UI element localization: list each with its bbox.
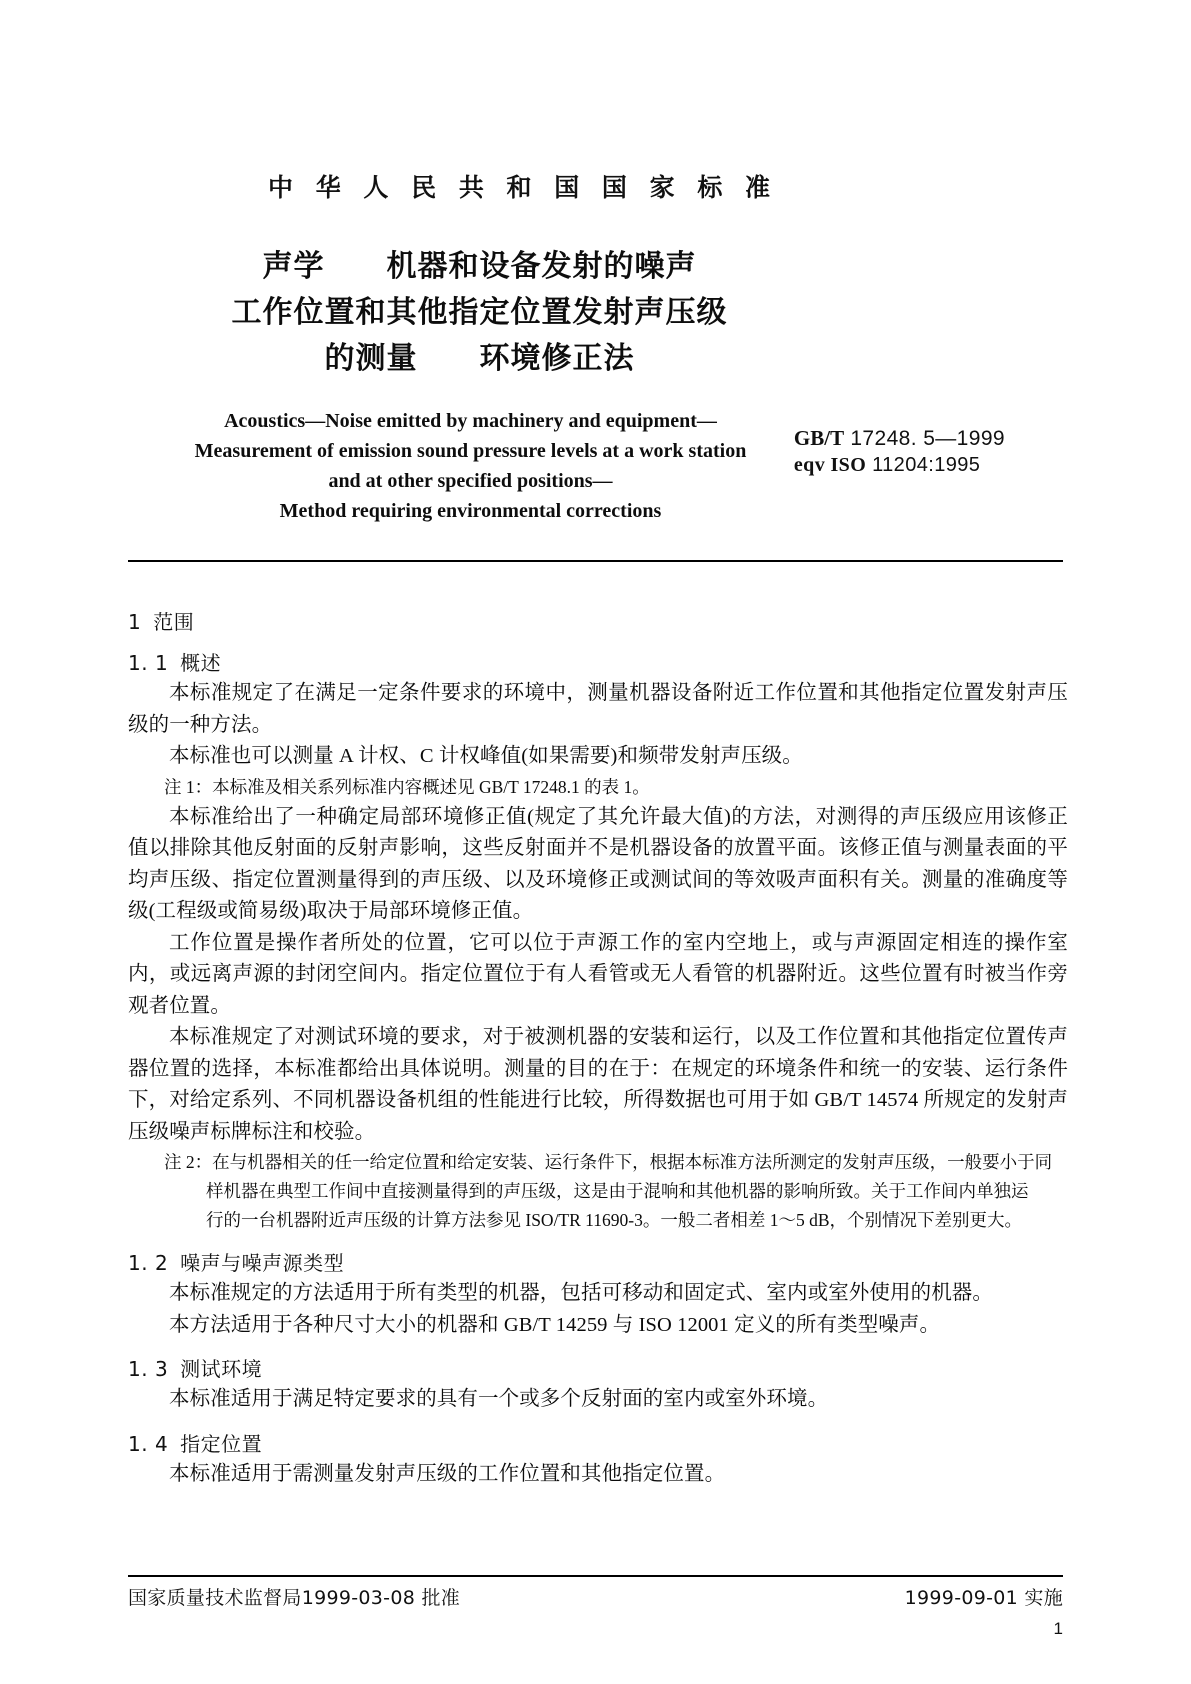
chinese-title-line-1: 声学 机器和设备发射的噪声 bbox=[262, 249, 697, 284]
paragraph-5: 本标准规定了对测试环境的要求，对于被测机器的安装和运行，以及工作位置和其他指定位置传声器位置的选择，本标准都给出具体说明。测量的目的在于：在规定的环境条件和统一的安装、运行条件下，对给定系列、不同机器设备机组的性能进行比较，所得数据也可用于如 GB/T 14574 所规定的发射声压级噪声标牌标注和校验。 bbox=[128, 1026, 1068, 1143]
english-title-line-2: Measurement of emission sound pressure levels at a work station bbox=[194, 440, 747, 462]
note-2-line-1: 注 2：在与机器相关的任一给定位置和给定安装、运行条件下，根据本标准方法所测定的发射声压级，一般要小于同 bbox=[164, 1152, 1053, 1172]
header-divider bbox=[128, 560, 1063, 562]
paragraph-9: 本标准适用于需测量发射声压级的工作位置和其他指定位置。 bbox=[169, 1462, 726, 1485]
section-1-3-number: 1. 3 bbox=[128, 1357, 169, 1381]
approval-text: 国家质量技术监督局1999-03-08 批准 bbox=[128, 1587, 461, 1609]
paragraph-1: 本标准规定了在满足一定条件要求的环境中，测量机器设备附近工作位置和其他指定位置发射声压级的一种方法。 bbox=[128, 682, 1068, 736]
equivalent-standard-row bbox=[794, 453, 1005, 477]
english-title-line-3: and at other specified positions— bbox=[328, 470, 613, 492]
chinese-title-line-3: 的测量 环境修正法 bbox=[324, 341, 635, 376]
section-1-1-number: 1. 1 bbox=[128, 651, 169, 675]
section-1-title: 范围 bbox=[153, 610, 195, 634]
paragraph-8: 本标准适用于满足特定要求的具有一个或多个反射面的室内或室外环境。 bbox=[169, 1388, 829, 1410]
section-heading-1-1 bbox=[128, 647, 1068, 676]
chinese-title-line-2: 工作位置和其他指定位置发射声压级 bbox=[231, 295, 728, 330]
standard-number-prefix: GB/T bbox=[793, 426, 845, 450]
section-heading-1-3 bbox=[128, 1353, 1068, 1382]
equivalent-prefix: eqv ISO bbox=[793, 454, 867, 476]
paragraph-4: 工作位置是操作者所处的位置，它可以位于声源工作的室内空地上，或与声源固定相连的操作室内，或远离声源的封闭空间内。指定位置位于有人看管或无人看管的机器附近。这些位置有时被当作旁观者位置。 bbox=[128, 931, 1068, 1017]
section-1-2-number: 1. 2 bbox=[128, 1251, 169, 1275]
implementation-text: 1999-09-01 实施 bbox=[904, 1587, 1063, 1609]
section-1-number: 1 bbox=[128, 610, 142, 634]
paragraph-3: 本标准给出了一种确定局部环境修正值(规定了其允许最大值)的方法，对测得的声压级应用该修正值以排除其他反射面的反射声影响，这些反射面并不是机器设备的放置平面。该修正值与测量表面的平均声压级、指定位置测量得到的声压级、以及环境修正或测试间的等效吸声面积有关。测量的准确度等级(工程级或简易级)取决于局部环境修正值。 bbox=[128, 805, 1068, 922]
english-title-line-4: Method requiring environmental corrections bbox=[279, 500, 662, 522]
paragraph-6: 本标准规定的方法适用于所有类型的机器，包括可移动和固定式、室内或室外使用的机器。 bbox=[169, 1282, 993, 1304]
document-body bbox=[128, 588, 1068, 1490]
page-number: 1 bbox=[1053, 1619, 1063, 1638]
english-title bbox=[0, 406, 1191, 526]
standard-number-row bbox=[794, 426, 1005, 451]
section-1-4-number: 1. 4 bbox=[128, 1431, 169, 1456]
paragraph-2: 本标准也可以测量 A 计权、C 计权峰值(如果需要)和频带发射声压级。 bbox=[169, 745, 803, 767]
footer-divider bbox=[128, 1575, 1063, 1577]
section-1-3-title: 测试环境 bbox=[180, 1357, 263, 1381]
national-standard-header: 中 华 人 民 共 和 国 国 家 标 准 bbox=[268, 173, 778, 202]
section-1-2-title: 噪声与噪声源类型 bbox=[180, 1251, 345, 1275]
note-2-line-2: 样机器在典型工作间中直接测量得到的声压级，这是由于混响和其他机器的影响所致。关于工作间内单独运 bbox=[206, 1181, 1029, 1201]
section-heading-1-4 bbox=[128, 1428, 1068, 1457]
title-block bbox=[0, 0, 1191, 526]
note-1: 注 1：本标准及相关系列标准内容概述见 GB/T 17248.1 的表 1。 bbox=[164, 776, 650, 797]
note-2-line-3: 行的一台机器附近声压级的计算方法参见 ISO/TR 11690-3。一般二者相差 1～5 dB，个别情况下差别更大。 bbox=[206, 1210, 1023, 1230]
paragraph-7: 本方法适用于各种尺寸大小的机器和 GB/T 14259 与 ISO 12001 定义的所有类型噪声。 bbox=[169, 1313, 941, 1336]
standard-number-value: 17248. 5—1999 bbox=[850, 427, 1005, 450]
equivalent-number-value: 11204:1995 bbox=[872, 454, 981, 476]
standard-designation bbox=[794, 426, 1005, 477]
section-1-1-title: 概述 bbox=[180, 651, 222, 675]
english-title-line-1: Acoustics—Noise emitted by machinery and equipment— bbox=[224, 410, 717, 432]
section-heading-1-2 bbox=[128, 1247, 1068, 1276]
section-1-4-title: 指定位置 bbox=[180, 1431, 263, 1456]
page-footer bbox=[128, 1583, 1063, 1610]
section-heading-1 bbox=[128, 606, 1068, 635]
